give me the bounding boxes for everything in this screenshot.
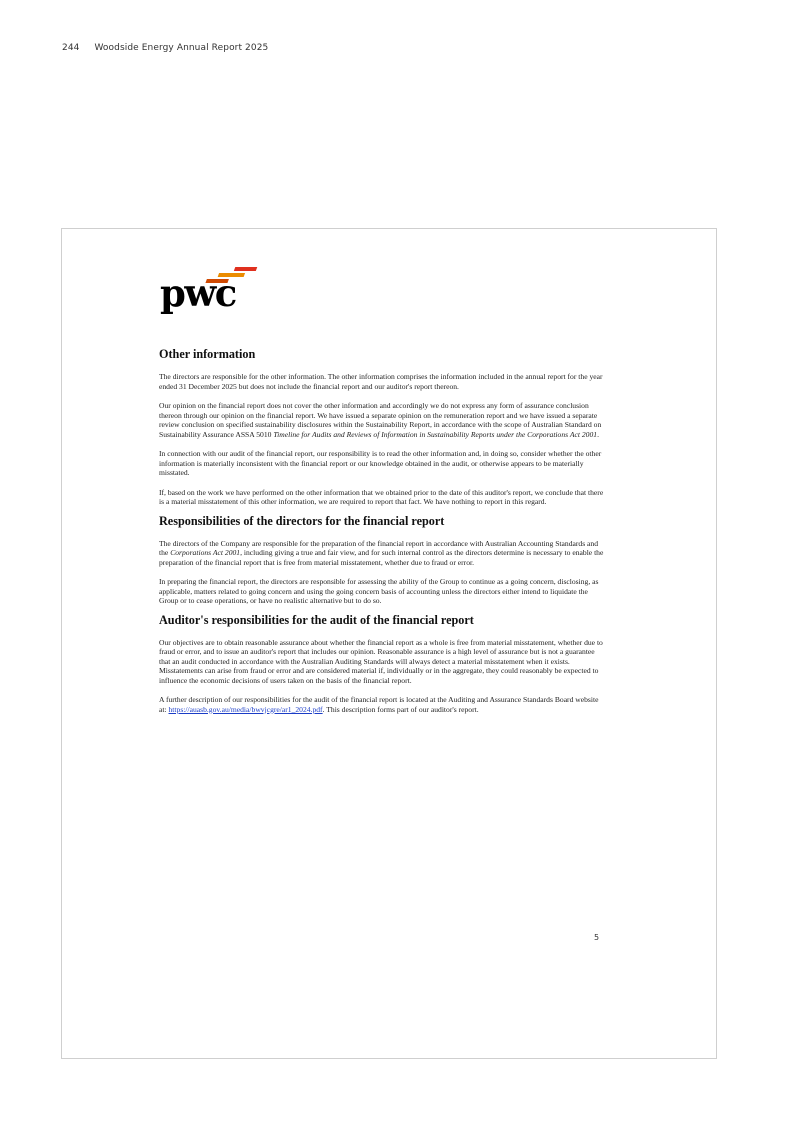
directors-p1-italic: Corporations Act 2001 (170, 548, 241, 557)
directors-paragraph-2: In preparing the financial report, the directors are responsible for assessing the ability of the Group to continue as a going concern, disclosing, as applicable, matters related to going concern and using the going concern basis of accounting unless the directors either intend to liquidate the Group or to cease operations, or have no realistic alternative but to do so. (159, 577, 599, 605)
directors-p1-text: The directors of the Company are responsible for the preparation of the financial report in accordance with Australian Accounting Standards and the (159, 538, 599, 557)
directors-p1-text-end: , including giving a true and fair view, and for such internal control as the directors determine is necessary to enable the preparation of the financial report that is free from material misstatement, whether due to fraud or error. (159, 548, 604, 567)
other-info-paragraph-1: The directors are responsible for the other information. The other information comprises the information included in the annual report for the year ended 31 December 2025 but does not include the financial report and our auditor's report thereon. (159, 372, 603, 391)
page-number: 244 (62, 43, 80, 53)
other-info-paragraph-4: If, based on the work we have performed on the other information that we obtained prior to the date of this auditor's report, we conclude that there is a material misstatement of this other information, we are required to report that fact. We have nothing to report in this regard. (159, 487, 604, 506)
inner-page-number: 5 (594, 933, 600, 942)
other-info-p2-italic: Timeline for Audits and Reviews of Information in Sustainability Reports under the Corporations Act 2001 (273, 429, 598, 439)
auditor-paragraph-1: Our objectives are to obtain reasonable assurance about whether the financial report as a whole is free from material misstatement, whether due to fraud or error, and to issue an auditor's report that includes our opinion. Reasonable assurance is a high level of assurance but is not a guarantee that an audit conducted in accordance with the Australian Auditing Standards will always detect a material misstatement when it exists. Misstatements can arise from fraud or error and are considered material if, individually or in the aggregate, they could reasonably be expected to influence the economic decisions of users taken on the basis of the financial report. (159, 637, 603, 685)
heading-other-information: Other information (159, 347, 256, 361)
auditor-p2-text-end: . This description forms part of our auditor's report. (322, 704, 479, 714)
auditor-paragraph-2 (159, 695, 604, 714)
other-info-p2-text: Our opinion on the financial report does not cover the other information and accordingly we do not express any form of assurance conclusion thereon through our opinion on the financial report. We have issued a separate opinion on the remuneration report and we have issued a separate review conclusion on specified sustainability disclosures within the Sustainability Report, in accordance with the scope of Australian Standard on Sustainability Assurance ASSA 5010 (159, 401, 602, 439)
report-title: Woodside Energy Annual Report 2025 (94, 43, 269, 53)
pwc-logo-text: pwc (160, 271, 236, 315)
auditor-p2-text: A further description of our responsibilities for the audit of the financial report is located at the Auditing and Assurance Standards Board website at: (159, 695, 599, 714)
pwc-logo (160, 265, 264, 321)
other-info-paragraph-2 (159, 401, 604, 439)
other-info-p2-end: . (597, 429, 599, 439)
embedded-auditor-report-page (61, 228, 717, 1059)
other-info-paragraph-3: In connection with our audit of the financial report, our responsibility is to read the other information and, in doing so, consider whether the other information is materially inconsistent with the financial report or our knowledge obtained in the audit, or otherwise appears to be materially misstated. (159, 449, 602, 477)
auasb-link[interactable]: https://auasb.gov.au/media/bwvjcgre/ar1_2024.pdf (168, 704, 323, 714)
heading-directors-responsibilities: Responsibilities of the directors for the financial report (159, 513, 445, 528)
report-content (159, 347, 604, 724)
page-header (62, 43, 268, 53)
heading-auditor-responsibilities: Auditor's responsibilities for the audit of the financial report (159, 612, 474, 627)
directors-paragraph-1 (159, 539, 604, 568)
